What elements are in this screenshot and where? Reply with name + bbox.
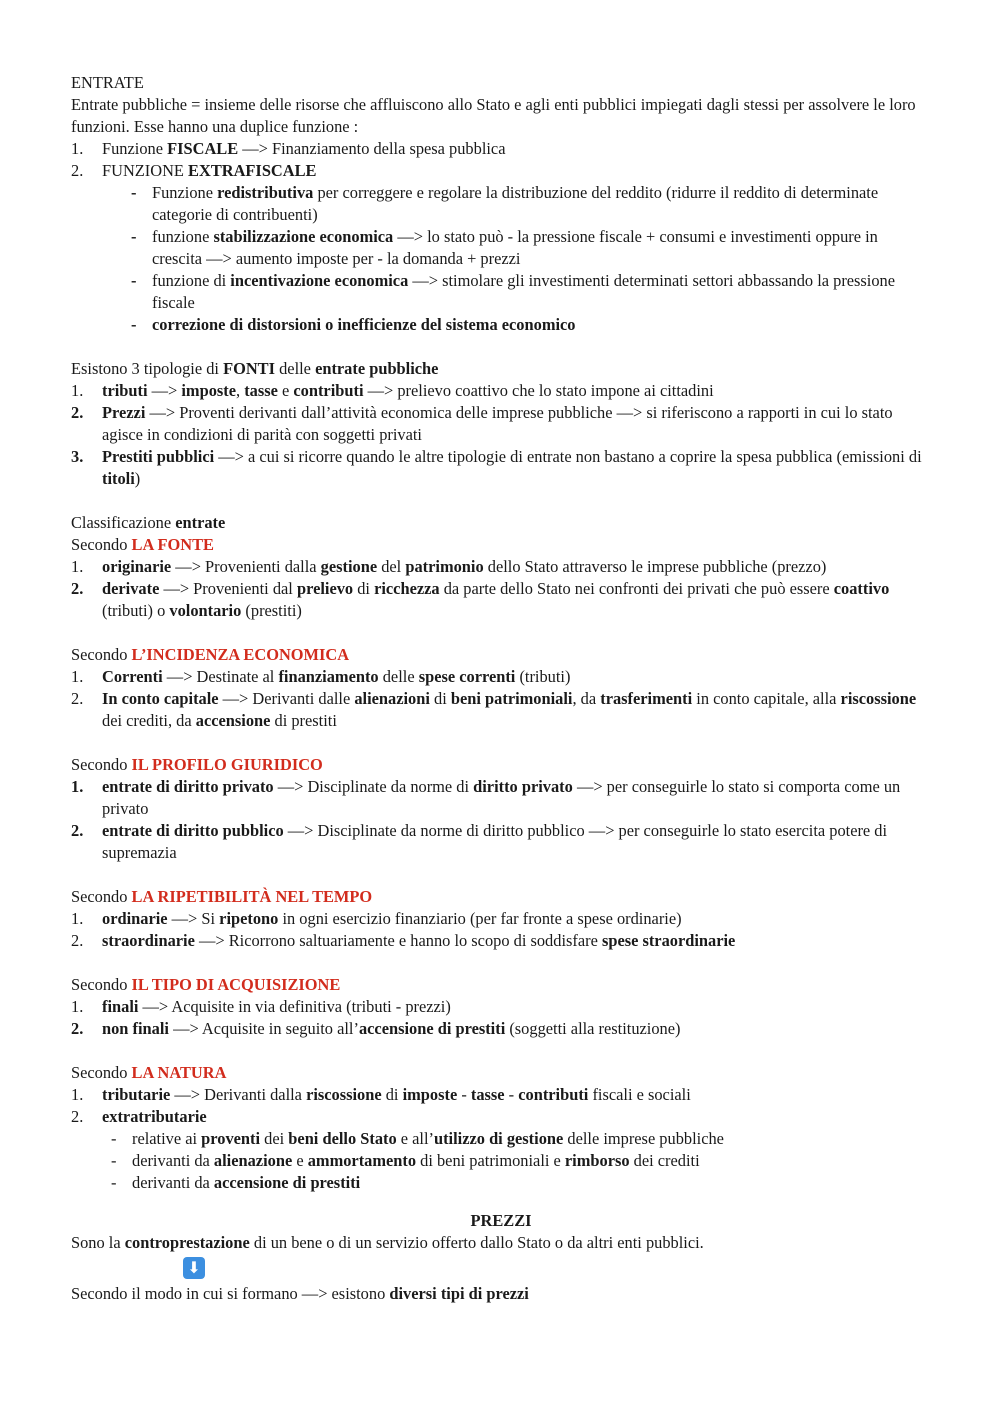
- bullet-item: [71, 1128, 931, 1150]
- page-heading: ENTRATE: [71, 73, 144, 92]
- list-number: 2.: [71, 931, 84, 950]
- bullet-text: funzione di incentivazione economica —> stimolare gli investimenti determinati settori abbassando la pressione fiscale: [152, 271, 896, 312]
- list-number: 2.: [71, 689, 84, 708]
- prezzi-title: PREZZI: [470, 1211, 532, 1230]
- list-text: tributarie —> Derivanti dalla riscossione di imposte - tasse - contributi fiscali e sociali: [102, 1085, 691, 1104]
- list-item: [71, 578, 931, 622]
- list-text: straordinarie —> Ricorrono saltuariamente e hanno lo scopo di soddisfare spese straordinarie: [102, 931, 736, 950]
- list-item: [71, 776, 931, 820]
- list-number: 2.: [71, 579, 84, 598]
- list-item: [71, 402, 931, 446]
- document-page: [71, 72, 931, 1305]
- dash-bullet-icon: -: [111, 1151, 117, 1170]
- fonti-title: Esistono 3 tipologie di FONTI delle entrate pubbliche: [71, 359, 439, 378]
- section-label: LA FONTE: [131, 535, 214, 554]
- list-item: [71, 908, 931, 930]
- bullet-text: correzione di distorsioni o inefficienze del sistema economico: [152, 315, 576, 334]
- section-label: IL TIPO DI ACQUISIZIONE: [131, 975, 341, 994]
- dash-bullet-icon: -: [131, 315, 137, 334]
- list-text: originarie —> Provenienti dalla gestione del patrimonio dello Stato attraverso le imprese pubbliche (prezzo): [102, 557, 827, 576]
- down-arrow-icon: ⬇: [183, 1257, 205, 1279]
- classificazione-title: Classificazione entrate: [71, 513, 226, 532]
- dash-bullet-icon: -: [131, 227, 137, 246]
- list-number: 2.: [71, 403, 84, 422]
- extrafiscale-list: [71, 182, 931, 336]
- list-text: entrate di diritto privato —> Disciplinate da norme di diritto privato —> per conseguirle lo stato si comporta come un privato: [102, 777, 901, 818]
- list-item: [71, 446, 931, 490]
- funzioni-list: [71, 138, 931, 182]
- prezzi-tipi-line: Secondo il modo in cui si formano —> esistono diversi tipi di prezzi: [71, 1284, 529, 1303]
- section-label: IL PROFILO GIURIDICO: [131, 755, 323, 774]
- dash-bullet-icon: -: [131, 271, 137, 290]
- dash-bullet-icon: -: [111, 1173, 117, 1192]
- list-item: [71, 1018, 931, 1040]
- section-la-natura: [71, 1062, 931, 1194]
- list-text: extratributarie: [102, 1107, 207, 1126]
- fonti-list: [71, 380, 931, 490]
- section-ripetibilita-nel-tempo: [71, 886, 931, 952]
- section-label: LA RIPETIBILITÀ NEL TEMPO: [131, 887, 373, 906]
- bullet-text: derivanti da accensione di prestiti: [132, 1173, 361, 1192]
- list-text: entrate di diritto pubblico —> Disciplinate da norme di diritto pubblico —> per conseguirle lo stato esercita potere di supremazia: [102, 821, 888, 862]
- list-number: 2.: [71, 821, 84, 840]
- list-item: [71, 160, 931, 182]
- list-number: 1.: [71, 909, 84, 928]
- list-item: [71, 138, 931, 160]
- list-number: 1.: [71, 557, 84, 576]
- list-number: 2.: [71, 1019, 84, 1038]
- list-text: In conto capitale —> Derivanti dalle alienazioni di beni patrimoniali, da trasferimenti in conto capitale, alla riscossione dei crediti, da accensione di prestiti: [102, 689, 917, 730]
- list-number: 2.: [71, 1107, 84, 1126]
- section-la-fonte: [71, 534, 931, 622]
- section-heading: Secondo LA RIPETIBILITÀ NEL TEMPO: [71, 887, 373, 906]
- section-heading: Secondo L’INCIDENZA ECONOMICA: [71, 645, 350, 664]
- prezzi-definition: Sono la controprestazione di un bene o di un servizio offerto dallo Stato o da altri enti pubblici.: [71, 1233, 704, 1252]
- bullet-item: [71, 270, 931, 314]
- list-number: 1.: [71, 139, 84, 158]
- section-label: LA NATURA: [131, 1063, 227, 1082]
- section-tipo-di-acquisizione: [71, 974, 931, 1040]
- list-text: ordinarie —> Si ripetono in ogni esercizio finanziario (per far fronte a spese ordinarie): [102, 909, 682, 928]
- dash-bullet-icon: -: [131, 183, 137, 202]
- bullet-text: relative ai proventi dei beni dello Stato e all’utilizzo di gestione delle imprese pubbliche: [132, 1129, 724, 1148]
- list-item: [71, 1106, 931, 1128]
- bullet-item: [71, 1150, 931, 1172]
- bullet-text: Funzione redistributiva per correggere e regolare la distribuzione del reddito (ridurre il reddito di determinate categorie di contribuenti): [152, 183, 879, 224]
- list-text: finali —> Acquisite in via definitiva (tributi - prezzi): [102, 997, 451, 1016]
- bullet-item: [71, 1172, 931, 1194]
- bullet-item: [71, 182, 931, 226]
- list-item: [71, 556, 931, 578]
- list-item: [71, 380, 931, 402]
- section-prezzi: [71, 1210, 931, 1305]
- intro-paragraph: Entrate pubbliche = insieme delle risorse che affluiscono allo Stato e agli enti pubblici impiegati dagli stessi per assolvere le loro funzioni. Esse hanno una duplice funzione :: [71, 95, 916, 136]
- section-heading: Secondo LA NATURA: [71, 1063, 227, 1082]
- list-item: [71, 820, 931, 864]
- bullet-text: funzione stabilizzazione economica —> lo stato può - la pressione fiscale + consumi e investimenti oppure in crescita —> aumento imposte per - la domanda + prezzi: [152, 227, 878, 268]
- list-text: Prezzi —> Proventi derivanti dall’attività economica delle imprese pubbliche —> si riferiscono a rapporti in cui lo stato agisce in condizioni di parità con soggetti privati: [102, 403, 893, 444]
- list-number: 1.: [71, 381, 84, 400]
- list-text: Funzione FISCALE —> Finanziamento della spesa pubblica: [102, 139, 506, 158]
- list-text: tributi —> imposte, tasse e contributi —> prelievo coattivo che lo stato impone ai cittadini: [102, 381, 714, 400]
- list-text: derivate —> Provenienti dal prelievo di ricchezza da parte dello Stato nei confronti dei privati che può essere coattivo (tributi) o volontario (prestiti): [102, 579, 890, 620]
- list-item: [71, 666, 931, 688]
- list-item: [71, 996, 931, 1018]
- section-incidenza-economica: [71, 644, 931, 732]
- bullet-text: derivanti da alienazione e ammortamento di beni patrimoniali e rimborso dei crediti: [132, 1151, 700, 1170]
- section-profilo-giuridico: [71, 754, 931, 864]
- list-number: 1.: [71, 667, 84, 686]
- list-item: [71, 930, 931, 952]
- list-item: [71, 1084, 931, 1106]
- list-number: 1.: [71, 1085, 84, 1104]
- list-item: [71, 688, 931, 732]
- dash-bullet-icon: -: [111, 1129, 117, 1148]
- list-text: Prestiti pubblici —> a cui si ricorre quando le altre tipologie di entrate non bastano a coprire la spesa pubblica (emissioni di titoli): [102, 447, 922, 488]
- section-heading: Secondo IL PROFILO GIURIDICO: [71, 755, 323, 774]
- section-label: L’INCIDENZA ECONOMICA: [131, 645, 350, 664]
- bullet-item: [71, 226, 931, 270]
- list-text: non finali —> Acquisite in seguito all’accensione di prestiti (soggetti alla restituzione): [102, 1019, 681, 1038]
- list-number: 3.: [71, 447, 84, 466]
- list-number: 1.: [71, 997, 84, 1016]
- bullet-item: [71, 314, 931, 336]
- list-number: 2.: [71, 161, 84, 180]
- list-number: 1.: [71, 777, 84, 796]
- section-heading: Secondo IL TIPO DI ACQUISIZIONE: [71, 975, 341, 994]
- list-text: Correnti —> Destinate al finanziamento delle spese correnti (tributi): [102, 667, 571, 686]
- list-text: FUNZIONE EXTRAFISCALE: [102, 161, 317, 180]
- section-heading: Secondo LA FONTE: [71, 535, 214, 554]
